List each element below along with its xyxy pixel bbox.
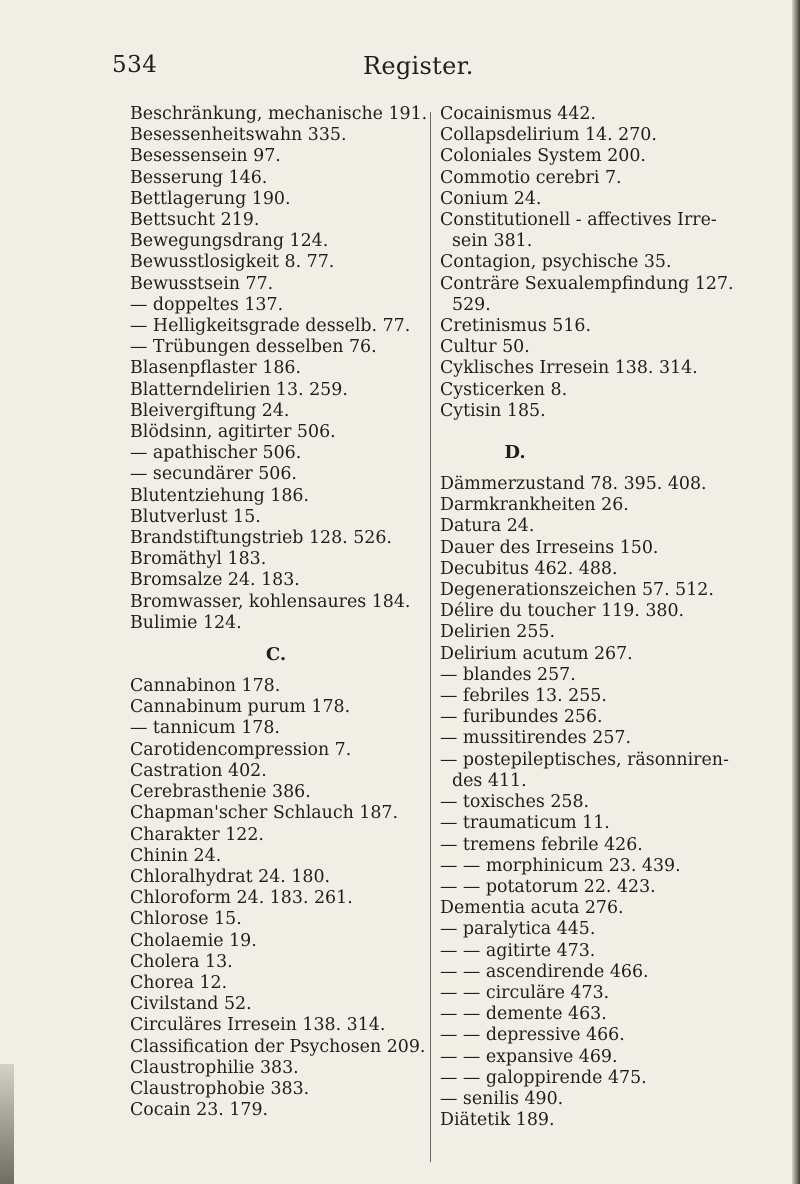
index-entry: — mussitirendes 257. xyxy=(440,728,631,749)
index-entry: Datura 24. xyxy=(440,516,535,537)
index-entry: — — circuläre 473. xyxy=(440,982,610,1003)
index-entry: Chinin 24. xyxy=(130,845,222,866)
index-entry: Cocain 23. 179. xyxy=(130,1100,269,1121)
section-heading-c: C. xyxy=(265,644,287,666)
index-entry: Delirium acutum 267. xyxy=(440,643,633,664)
index-entry: Cerebrasthenie 386. xyxy=(130,782,311,803)
index-entry: — Helligkeitsgrade desselb. 77. xyxy=(130,316,411,337)
index-entry: Cretinismus 516. xyxy=(440,316,592,337)
index-section-d xyxy=(440,474,750,1131)
index-entry: Cocainismus 442. xyxy=(440,104,596,124)
index-entry: Darmkrankheiten 26. xyxy=(440,495,629,516)
index-entry: Blödsinn, agitirter 506. xyxy=(130,422,336,443)
index-entry: des 411. xyxy=(452,770,527,791)
index-entry: Charakter 122. xyxy=(130,824,264,845)
index-entry: — apathischer 506. xyxy=(130,443,302,464)
index-entry: Bettsucht 219. xyxy=(130,210,260,231)
index-section-c xyxy=(130,676,426,1121)
index-entry: — — galoppirende 475. xyxy=(440,1067,647,1088)
index-entry: Civilstand 52. xyxy=(130,994,252,1015)
index-entry: Bromwasser, kohlensaures 184. xyxy=(130,591,411,612)
index-entry: Claustrophobie 383. xyxy=(130,1078,310,1099)
index-entry: Brandstiftungstrieb 128. 526. xyxy=(130,528,392,549)
index-entry: Cannabinum purum 178. xyxy=(130,697,351,718)
column-divider xyxy=(430,112,431,1162)
index-entry: — tannicum 178. xyxy=(130,718,280,739)
index-entry: Besessensein 97. xyxy=(130,146,281,167)
index-entry: Coloniales System 200. xyxy=(440,146,646,167)
index-entry: Circuläres Irresein 138. 314. xyxy=(130,1015,386,1036)
index-entry: Dämmerzustand 78. 395. 408. xyxy=(440,474,707,495)
index-entry: — paralytica 445. xyxy=(440,919,596,940)
index-entry: Blasenpflaster 186. xyxy=(130,358,301,379)
index-entry: Bewegungsdrang 124. xyxy=(130,231,329,252)
index-entry: Dementia acuta 276. xyxy=(440,898,624,919)
index-entry: Bettlagerung 190. xyxy=(130,188,291,209)
index-entry: — Trübungen desselben 76. xyxy=(130,337,377,358)
index-entry: Chlorose 15. xyxy=(130,909,242,930)
index-entry: — — morphinicum 23. 439. xyxy=(440,855,681,876)
index-entry: — — ascendirende 466. xyxy=(440,961,649,982)
index-entry: Besessenheitswahn 335. xyxy=(130,125,347,146)
index-entry: Claustrophilie 383. xyxy=(130,1057,299,1078)
index-entry: Degenerationszeichen 57. 512. xyxy=(440,580,714,601)
index-entry: — — potatorum 22. 423. xyxy=(440,876,656,897)
index-entry: Carotidencompression 7. xyxy=(130,739,352,760)
index-entry: Conträre Sexualempfindung 127. xyxy=(440,273,734,294)
index-entry: Chloralhydrat 24. 180. xyxy=(130,866,331,887)
index-entry: — furibundes 256. xyxy=(440,707,603,728)
index-entry: Castration 402. xyxy=(130,760,267,781)
index-entry: — senilis 490. xyxy=(440,1088,564,1109)
index-entry: — — depressive 466. xyxy=(440,1025,625,1046)
index-entry: Diätetik 189. xyxy=(440,1110,555,1131)
index-entry: Blutverlust 15. xyxy=(130,506,261,527)
index-entry: Bleivergiftung 24. xyxy=(130,400,290,421)
index-entry: — toxisches 258. xyxy=(440,792,590,813)
index-entry: — traumaticum 11. xyxy=(440,813,610,834)
index-entry: Chapman'scher Schlauch 187. xyxy=(130,803,399,824)
index-entry: — postepileptisches, räsonniren- xyxy=(440,749,729,770)
index-entry: Cysticerken 8. xyxy=(440,379,568,400)
index-entry: — tremens febrile 426. xyxy=(440,834,643,855)
index-entry: Delirien 255. xyxy=(440,622,555,643)
index-entry: Bewusstlosigkeit 8. 77. xyxy=(130,252,335,273)
index-entry: — doppeltes 137. xyxy=(130,294,284,315)
index-entry: — blandes 257. xyxy=(440,664,576,685)
index-entry: 529. xyxy=(452,294,491,315)
index-entry: Cholera 13. xyxy=(130,951,233,972)
index-entry: Constitutionell - affectives Irre- xyxy=(440,210,717,231)
index-entry: — secundärer 506. xyxy=(130,464,297,485)
index-section-b xyxy=(130,104,426,634)
index-entry: Délire du toucher 119. 380. xyxy=(440,601,685,622)
index-entry: Conium 24. xyxy=(440,188,542,209)
index-entry: Cytisin 185. xyxy=(440,400,546,421)
index-column-left xyxy=(130,104,426,1121)
index-entry: Contagion, psychische 35. xyxy=(440,252,672,273)
index-entry: Bromsalze 24. 183. xyxy=(130,570,300,591)
index-entry: Cyklisches Irresein 138. 314. xyxy=(440,358,698,379)
index-entry: Chloroform 24. 183. 261. xyxy=(130,888,353,909)
index-entry: Cultur 50. xyxy=(440,337,530,358)
page-number: 534 xyxy=(112,52,158,78)
index-entry: Bromäthyl 183. xyxy=(130,549,267,570)
index-entry: sein 381. xyxy=(452,231,533,252)
index-entry: Cannabinon 178. xyxy=(130,676,281,697)
index-entry: Beschränkung, mechanische 191. xyxy=(130,104,428,124)
index-entry: Classification der Psychosen 209. xyxy=(130,1036,426,1057)
index-entry: — — agitirte 473. xyxy=(440,940,596,961)
index-entry: Cholaemie 19. xyxy=(130,930,257,951)
index-column-right xyxy=(440,104,750,1131)
index-entry: — — demente 463. xyxy=(440,1004,607,1025)
index-entry: Collapsdelirium 14. 270. xyxy=(440,125,657,146)
page-edge-shadow xyxy=(792,0,800,1184)
binding-edge xyxy=(0,1064,14,1184)
index-entry: Commotio cerebri 7. xyxy=(440,167,622,188)
index-entry: Dauer des Irreseins 150. xyxy=(440,537,659,558)
running-title: Register. xyxy=(363,52,474,80)
index-entry: Chorea 12. xyxy=(130,972,228,993)
section-gap xyxy=(440,422,750,432)
index-entry: — febriles 13. 255. xyxy=(440,686,607,707)
page-header xyxy=(0,52,792,84)
index-section-c-continued xyxy=(440,104,750,422)
index-entry: — — expansive 469. xyxy=(440,1046,618,1067)
index-entry: Blatterndelirien 13. 259. xyxy=(130,379,348,400)
index-entry: Besserung 146. xyxy=(130,167,268,188)
section-heading-d: D. xyxy=(504,442,526,464)
index-entry: Decubitus 462. 488. xyxy=(440,558,618,579)
index-entry: Blutentziehung 186. xyxy=(130,485,310,506)
index-entry: Bewusstsein 77. xyxy=(130,273,274,294)
index-entry: Bulimie 124. xyxy=(130,612,242,633)
